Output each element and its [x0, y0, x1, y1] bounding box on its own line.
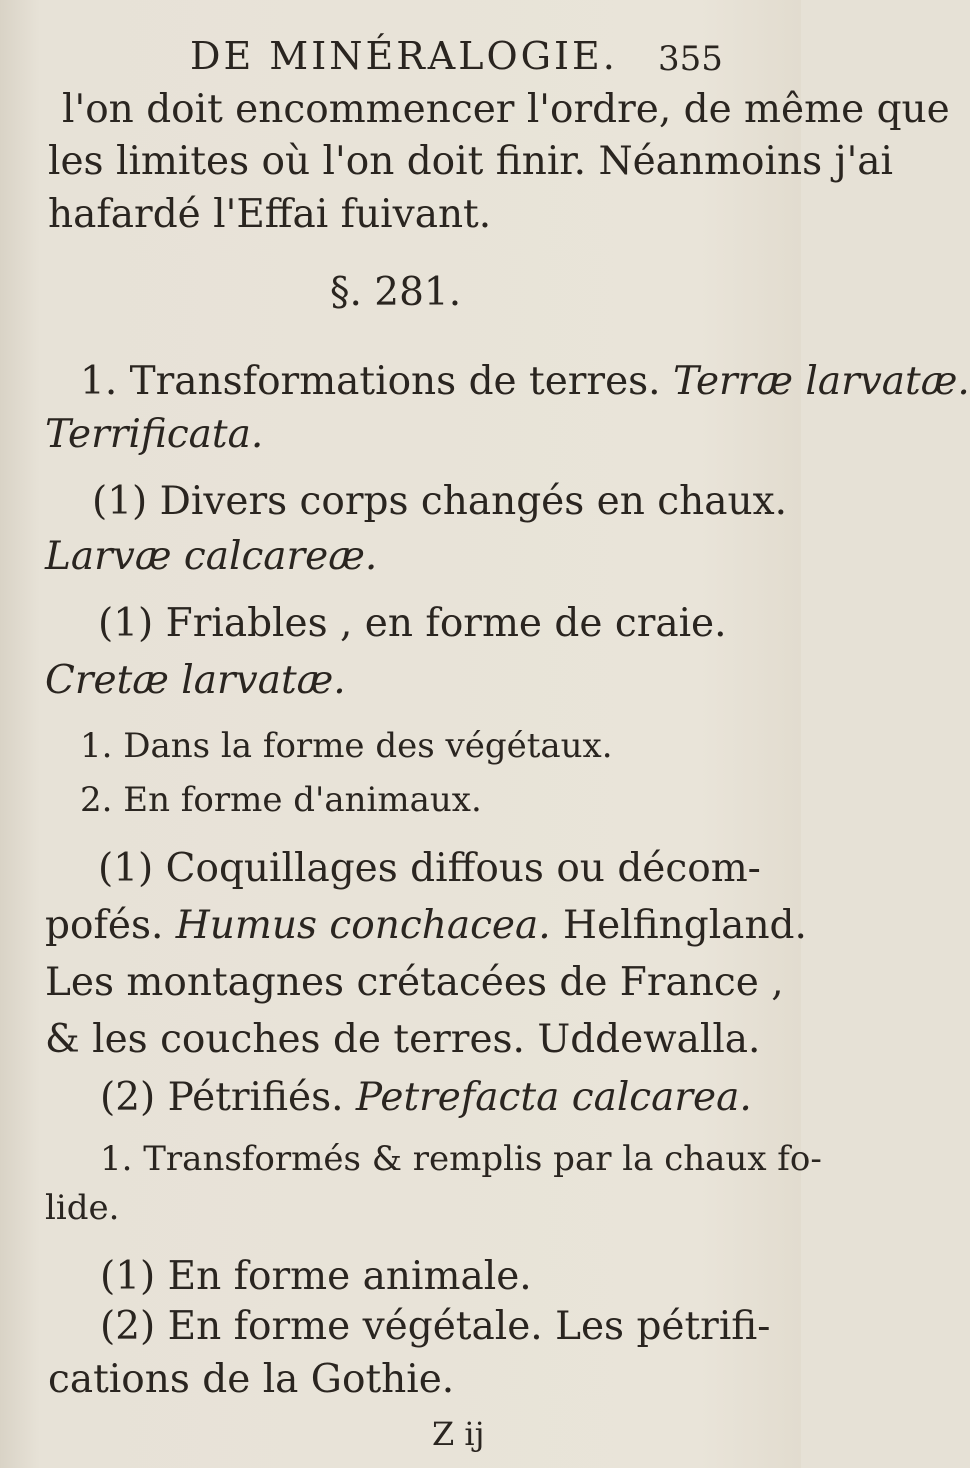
entry-line: (1) Coquillages diffous ou décom-: [98, 846, 761, 891]
text-line: les limites où l'on doit finir. Néanmoins j'ai: [48, 139, 894, 184]
entry-latin: Larvæ calcareæ.: [45, 534, 378, 579]
entry-line: [45, 903, 807, 948]
text-line: l'on doit encommencer l'ordre, de même que: [62, 87, 950, 132]
entry-text: pofés.: [45, 903, 176, 948]
entry-line: & les couches de terres. Uddewalla.: [45, 1017, 761, 1062]
running-title: DE MINÉRALOGIE.: [190, 34, 618, 78]
entry-line: 1. Transformés & remplis par la chaux fo-: [100, 1139, 822, 1179]
entry-line: cations de la Gothie.: [48, 1357, 455, 1402]
entry-text: (2) Pétrifiés.: [100, 1075, 356, 1120]
entry-latin: Petrefacta calcarea.: [355, 1075, 752, 1120]
entry-line: Les montagnes crétacées de France ,: [45, 960, 784, 1005]
page-number: 355: [658, 39, 723, 79]
entry-line: lide.: [45, 1188, 120, 1228]
entry-text: 1. Transformations de terres.: [80, 359, 673, 404]
entry-latin: Terrificata.: [45, 412, 264, 457]
section-heading: §. 281.: [330, 270, 462, 315]
entry-line: 2. En forme d'animaux.: [80, 780, 482, 820]
entry-line: (2) En forme végétale. Les pétrifi-: [100, 1304, 771, 1349]
entry-latin: Terræ larvatæ.: [672, 359, 970, 404]
signature-mark: Z ij: [432, 1415, 485, 1453]
entry-line: [100, 1075, 752, 1120]
text-line: hafardé l'Effai fuivant.: [48, 192, 492, 237]
entry-latin: Humus conchacea.: [175, 903, 551, 948]
entry-line: [80, 359, 970, 404]
entry-line: (1) Divers corps changés en chaux.: [92, 479, 787, 524]
entry-line: 1. Dans la forme des végétaux.: [80, 726, 613, 766]
entry-latin: Cretæ larvatæ.: [45, 658, 346, 703]
entry-text: Helfingland.: [550, 903, 807, 948]
entry-line: (1) Friables , en forme de craie.: [98, 601, 727, 646]
entry-line: (1) En forme animale.: [100, 1254, 532, 1299]
